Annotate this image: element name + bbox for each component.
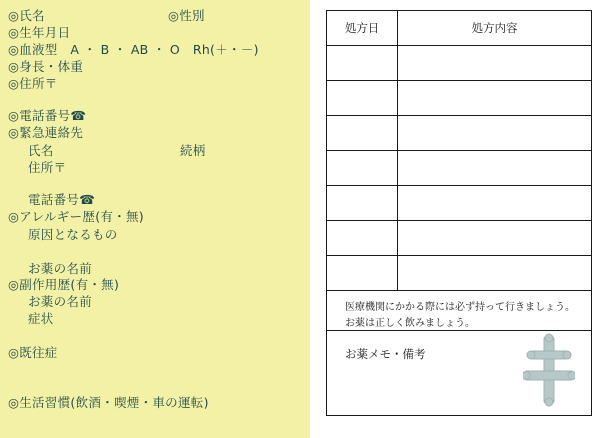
memo-title: お薬メモ・備考 [345,347,426,361]
content-cell [398,151,592,186]
content-cell [398,256,592,291]
side-effect-label: ◎副作用歴(有・無) [8,277,120,292]
symptoms-label: 症状 [28,311,54,326]
table-row [327,151,591,186]
table-row [327,256,591,291]
emergency-phone-label: 電話番号☎ [28,192,96,207]
emergency-contact-label: ◎緊急連絡先 [8,125,84,140]
lifestyle-label: ◎生活習慣(飲酒・喫煙・車の運転) [8,395,209,410]
memo-divider [327,330,591,331]
allergy-cause-label: 原因となるもの [28,227,118,242]
table-row [327,221,591,256]
content-cell [398,116,592,151]
note-bring-card: 医療機関にかかる際には必ず持って行きましょう。 [345,302,575,313]
date-cell [327,186,398,221]
date-cell [327,151,398,186]
height-weight-label: ◎身長・体重 [8,59,84,74]
emergency-name-label: 氏名 [28,143,54,158]
side-effect-medicine-label: お薬の名前 [28,294,93,309]
column-header-date: 処方日 [327,11,398,46]
note-take-properly: お薬は正しく飲みましょう。 [345,318,475,329]
blood-type-label: ◎血液型 A ・ B ・ AB ・ O Rh(＋・－) [8,42,259,57]
date-cell [327,46,398,81]
content-cell [398,81,592,116]
table-row [327,186,591,221]
table-row [327,46,591,81]
allergy-medicine-label: お薬の名前 [28,261,93,276]
table-row [327,116,591,151]
relationship-label: 続柄 [180,143,206,158]
gender-label: ◎性別 [168,8,205,23]
phone-label: ◎電話番号☎ [8,108,87,123]
date-cell [327,256,398,291]
date-cell [327,221,398,256]
address-label: ◎住所〒 [8,76,58,91]
emergency-address-label: 住所〒 [28,160,67,175]
date-cell [327,116,398,151]
cross-of-lorraine-icon [523,333,575,407]
table-row [327,81,591,116]
allergy-label: ◎アレルギー歴(有・無) [8,209,144,224]
date-cell [327,81,398,116]
content-cell [398,46,592,81]
prescription-card [326,10,592,416]
prescription-table [327,11,591,291]
name-label: ◎氏名 [8,8,45,23]
column-header-content: 処方内容 [398,11,592,46]
birthdate-label: ◎生年月日 [8,25,71,40]
medical-history-label: ◎既往症 [8,345,58,360]
content-cell [398,221,592,256]
content-cell [398,186,592,221]
